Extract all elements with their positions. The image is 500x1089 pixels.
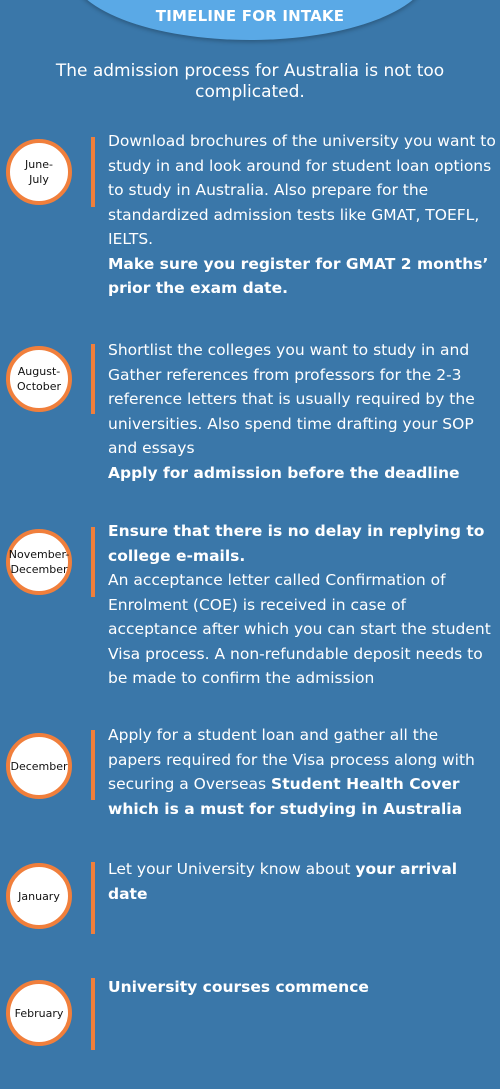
period-circle — [6, 980, 72, 1046]
step-text: An acceptance letter called Confirmation of Enrolment (COE) is received in case of acceptance after which you can start the student Visa process. A non-refundable deposit needs to be made to confirm the admission — [108, 571, 491, 687]
step-text: Let your University know about — [108, 860, 356, 878]
step-highlight: Apply for admission before the deadline — [108, 463, 460, 482]
period-label: January — [18, 889, 60, 903]
step-highlight: Student Health Cover which is a must for studying in Australia — [108, 775, 463, 818]
step-description — [108, 723, 496, 821]
step-description — [108, 519, 496, 691]
step-text: Apply for a student loan and gather all the papers required for the Visa process along with securing a Overseas — [108, 726, 475, 793]
period-label: February — [14, 1006, 64, 1020]
step-description — [108, 338, 496, 485]
period-circle — [6, 733, 72, 799]
timeline-bar — [91, 730, 95, 800]
step-text: Shortlist the colleges you want to study in and Gather references from professors for the 2-3 reference letters that is usually required by the universities. Also spend time drafting your SOP and essays — [108, 341, 475, 457]
period-label: December — [10, 759, 68, 773]
timeline-bar — [91, 344, 95, 414]
step-highlight: University courses commence — [108, 978, 369, 996]
period-label-line2: December — [10, 563, 68, 576]
page-title: TIMELINE FOR INTAKE — [155, 7, 345, 25]
timeline-bar — [91, 978, 95, 1050]
timeline-bar — [91, 862, 95, 934]
period-label-line1: June- — [25, 158, 53, 171]
intro-text: The admission process for Australia is not too complicated. — [55, 61, 445, 102]
period-label-line1: August- — [17, 365, 61, 378]
period-label-line2: July — [29, 173, 49, 186]
step-highlight: Make sure you register for GMAT 2 months’ prior the exam date. — [108, 254, 489, 297]
timeline-bar — [91, 527, 95, 597]
step-highlight: Ensure that there is no delay in replying to college e-mails. — [108, 522, 485, 565]
period-circle — [6, 529, 72, 595]
step-description — [108, 857, 496, 906]
step-description — [108, 975, 496, 1000]
period-circle — [6, 139, 72, 205]
period-circle — [6, 863, 72, 929]
period-label-line1: November- — [8, 548, 70, 561]
step-highlight: your arrival date — [108, 860, 458, 903]
period-label-line2: October — [16, 380, 62, 393]
period-circle — [6, 346, 72, 412]
timeline-bar — [91, 137, 95, 207]
step-text: Download brochures of the university you want to study in and look around for student loan options to study in Australia. Also prepare for the standardized admission tests like GMAT, TOEFL, IELTS. — [108, 132, 496, 248]
step-description — [108, 129, 496, 301]
